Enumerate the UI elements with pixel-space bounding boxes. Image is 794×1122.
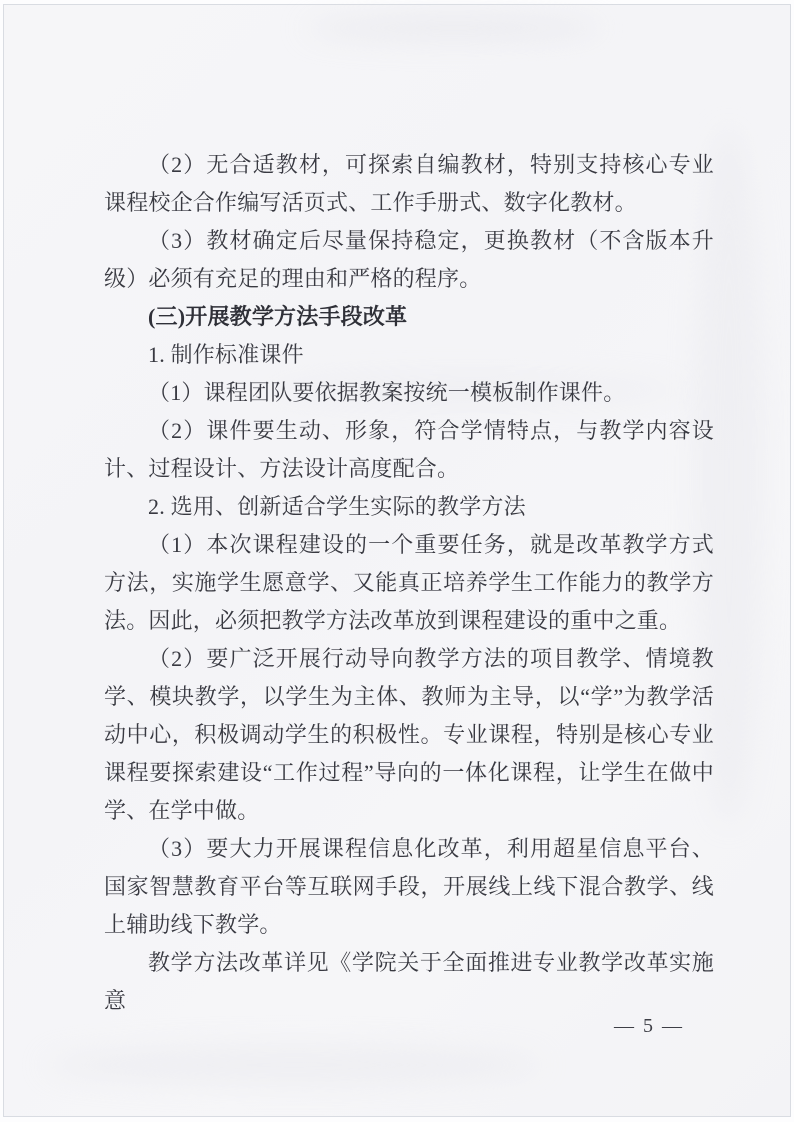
document-body-text — [104, 146, 714, 1020]
paragraph-methods-1: （1）本次课程建设的一个重要任务，就是改革教学方式方法，实施学生愿意学、又能真正培养学生工作能力的教学方法。因此，必须把教学方法改革放到课程建设的重中之重。 — [104, 532, 714, 633]
paragraph-courseware-1: （1）课程团队要依据教案按统一模板制作课件。 — [148, 380, 626, 405]
paragraph-courseware-2: （2）课件要生动、形象，符合学情特点，与教学内容设计、过程设计、方法设计高度配合。 — [104, 418, 714, 481]
paragraph-methods-2: （2）要广泛开展行动导向教学方法的项目教学、情境教学、模块教学，以学生为主体、教师为主导，以“学”为教学活动中心，积极调动学生的积极性。专业课程，特别是核心专业课程要探索建设“工作过程”导向的一体化课程，让学生在做中学、在学中做。 — [104, 646, 714, 823]
scan-artifact — [44, 1045, 544, 1085]
paper-sheet — [3, 4, 791, 1117]
scan-artifact — [304, 15, 604, 41]
section-heading-teaching-method-reform: (三)开展教学方法手段改革 — [148, 304, 408, 329]
paragraph-2-teaching-materials: （2）无合适教材，可探索自编教材，特别支持核心专业课程校企合作编写活页式、工作手册式、数字化教材。 — [104, 152, 714, 215]
item-2-teaching-methods: 2. 选用、创新适合学生实际的教学方法 — [148, 494, 526, 519]
paragraph-methods-3: （3）要大力开展课程信息化改革，利用超星信息平台、国家智慧教育平台等互联网手段，开展线上线下混合教学、线上辅助线下教学。 — [104, 836, 714, 937]
item-1-standard-courseware: 1. 制作标准课件 — [148, 342, 304, 367]
paragraph-reference-note: 教学方法改革详见《学院关于全面推进专业教学改革实施意 — [104, 950, 714, 1013]
paragraph-3-teaching-materials: （3）教材确定后尽量保持稳定，更换教材（不含版本升级）必须有充足的理由和严格的程序。 — [104, 228, 714, 291]
page-number: — 5 — — [614, 1015, 684, 1037]
